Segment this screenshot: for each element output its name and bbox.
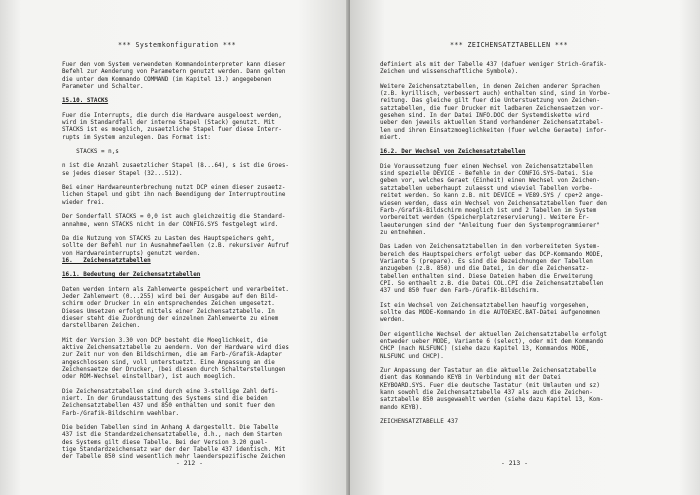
- text-line: Zur Anpassung der Tastatur an die aktuelle Zeichensatztabelle: [380, 368, 597, 375]
- text-line: zur Zeit nur von den Bildschirmen, die am Farb-/Grafik-Adapter: [62, 352, 282, 359]
- paragraph-gap: [380, 237, 656, 244]
- text-line: bereich des Hauptspeichers erfolgt ueber das DCP-Kommando MODE,: [380, 251, 604, 258]
- text-line: Zeichensatztabellen 437 und 850 enthalten und somit fuer den: [62, 403, 275, 410]
- text-line: sollte der Befehl nur in Ausnahmefaellen (z.B. rekursiver Aufruf: [62, 243, 289, 250]
- text-line: reitung. Das gleiche gilt fuer die Unterstuetzung von Zeichen-: [380, 98, 600, 105]
- text-line: Das Laden von Zeichensatztabellen in den vorbereiteten System-: [380, 244, 600, 251]
- text-line: darstellbaren Zeichen.: [62, 323, 141, 330]
- text-line: von Hardwareinterrupts) genutzt werden.: [62, 250, 201, 257]
- text-line: lichen Stapel und gibt ihn nach Beendigung der Interruptroutine: [62, 192, 286, 199]
- text-line: Farb-/Grafik-Bildschirm waehlbar.: [62, 410, 180, 417]
- paragraph-gap: [62, 280, 338, 287]
- paragraph: [62, 338, 338, 382]
- text-line: Parameter und Schalter.: [62, 84, 144, 91]
- text-line: vorbereitet werden (Speicherplatzreservierung). Weitere Er-: [380, 215, 590, 222]
- paragraph-gap: [62, 418, 338, 425]
- text-line: Ist ein Wechsel von Zeichensatztabellen haeufig vorgesehen,: [380, 302, 590, 309]
- paragraph: [62, 163, 338, 178]
- paragraph-gap: [380, 142, 656, 149]
- text-line: der Tabelle 850 sind wesentlich mehr laenderspezifische Zeichen: [62, 454, 286, 461]
- text-line: tige Standardzeichensatz war der der Tabelle 437 identisch. Mit: [62, 447, 286, 454]
- text-line: len und ihren Einsatzmoeglichkeiten (fuer welche Geraete) infor-: [380, 127, 607, 134]
- paragraph-gap: [62, 229, 338, 236]
- text-line: reitet werden. So kann z.B. mit DEVICE = VE89.SYS / cpe+2 ange-: [380, 193, 604, 200]
- text-line: Mit der Version 3.30 von DCP besteht die Moeglichkeit, die: [62, 337, 268, 344]
- text-line: dient das Kommando KEYB in Verbindung mit der Datei: [380, 375, 561, 382]
- section-heading: 16.1. Bedeutung der Zeichensatztabellen: [62, 272, 201, 279]
- text-line: kann sowohl die Zeichensatztabelle 437 als auch die Zeichen-: [380, 390, 593, 397]
- paragraph: [380, 368, 656, 412]
- paragraph: [380, 164, 656, 237]
- text-line: laeuterungen sind der "Anleitung fuer den Systemprogrammierer": [380, 222, 600, 229]
- paragraph-gap: [62, 178, 338, 185]
- text-line: satztabellen ueberhaupt zulaesst und wieviel Tabellen vorbe-: [380, 185, 593, 192]
- text-line: mando KEYB).: [380, 404, 423, 411]
- text-line: Bei einer Hardwareunterbrechung nutzt DCP einen dieser zusaetz-: [62, 185, 286, 192]
- text-line: satztabellen, die fuer Drucker mit ladbaren Zeichensaetzen vor-: [380, 105, 604, 112]
- text-line: miert.: [380, 135, 402, 142]
- right-page: [350, 0, 700, 495]
- section-heading: 16. Zeichensatztabellen: [62, 257, 151, 264]
- text-line: Befehl zur Aenderung von Parametern genutzt werden. Dann gelten: [62, 69, 286, 76]
- text-line: sind spezielle DEVICE - Befehle in der CONFIG.SYS-Datei. Sie: [380, 171, 593, 178]
- paragraph: [62, 287, 338, 331]
- text-line: zu entnehmen.: [380, 229, 427, 236]
- text-line: Der Sonderfall STACKS = 0,0 ist auch gleichzeitig die Standard-: [62, 214, 286, 221]
- text-line: dieser steht die Zuordnung der einzelnen Zahlenwerte zu einem: [62, 315, 279, 322]
- text-line: NLSFUNC und CHCP).: [380, 353, 444, 360]
- paragraph-gap: [380, 296, 656, 303]
- text-line: se jedes dieser Stapel (32...512).: [62, 170, 183, 177]
- text-line: CPI. So enthaelt z.B. die Datei COL.CPI die Zeichensatztabellen: [380, 280, 604, 287]
- text-line: die unter dem Kommando COMMAND (im Kapitel 13.) angegebenen: [62, 76, 272, 83]
- paragraph-gap: [62, 382, 338, 389]
- text-line: Die Voraussetzung fuer einen Wechsel von Zeichensatztabellen: [380, 163, 593, 170]
- text-line: gesehen sind. In der Datei INFO.DOC der Systemdiskette wird: [380, 113, 590, 120]
- page-body: [380, 62, 656, 426]
- text-line: des Systems gilt diese Tabelle. Bei der Version 3.20 guel-: [62, 439, 268, 446]
- paragraph: [62, 425, 338, 462]
- paragraph: [380, 332, 656, 361]
- text-line: angeschlossen sind, voll unterstuetzt. Eine Anpassung an die: [62, 359, 275, 366]
- paragraph-gap: [62, 142, 338, 149]
- text-line: ueber den jeweils aktuellen Stand vorhandener Zeichensatztabel-: [380, 120, 604, 127]
- text-line: werden.: [380, 317, 405, 324]
- text-line: Da die Nutzung von STACKS zu Lasten des Hauptspeichers geht,: [62, 235, 275, 242]
- text-line: rupts im System anzulegen. Das Format ist:: [62, 134, 211, 141]
- text-line: Zeichensaetze der Drucker, (bei diesen durch Schalterstellungen: [62, 367, 286, 373]
- paragraph-gap: [380, 157, 656, 164]
- text-line: CHCP (nach NLSFUNC) (siehe dazu Kapitel 13, Kommandos MODE,: [380, 346, 590, 353]
- page-number: - 212 -: [176, 459, 203, 467]
- text-line: niert. In der Grundausstattung des Systems sind die beiden: [62, 396, 268, 403]
- text-line: 437 ist die Standardzeichensatztabelle, d.h., nach dem Starten: [62, 432, 282, 439]
- format-formula: STACKS = n,s: [62, 149, 119, 156]
- paragraph: [62, 389, 338, 418]
- text-line: wird im Standardfall der interne Stapel (Stack) genutzt. Mit: [62, 120, 275, 127]
- paragraph-gap: [380, 361, 656, 368]
- page-number: - 213 -: [501, 459, 528, 467]
- text-line: wiesen werden, dass ein Wechsel von Zeichensatztabellen fuer den: [380, 200, 607, 207]
- text-line: definiert als mit der Tabelle 437 (dafuer weniger Strich-Grafik-: [380, 62, 607, 68]
- text-line: Fuer den vom System verwendeten Kommandointerpreter kann dieser: [62, 62, 286, 68]
- text-line: annahme, wenn STACKS nicht in der CONFIG.SYS festgelegt wird.: [62, 221, 279, 228]
- paragraph: [62, 62, 338, 91]
- paragraph: [62, 185, 338, 207]
- text-line: oder ROM-Wechsel einstellbar), ist auch moeglich.: [62, 374, 236, 381]
- text-line: anzugeben (z.B. 850) und die Datei, in der die Zeichensatz-: [380, 266, 590, 273]
- text-line: Die beiden Tabellen sind im Anhang A dargestellt. Die Tabelle: [62, 425, 279, 432]
- text-line: Dieses Umsetzen erfolgt mittels einer Zeichensatztabelle. In: [62, 308, 275, 315]
- paragraph-gap: [62, 106, 338, 113]
- text-line: wieder frei.: [62, 199, 105, 206]
- paragraph: [380, 84, 656, 143]
- text-line: ZEICHENSATZTABELLE 437: [380, 419, 459, 426]
- text-line: Der eigentliche Wechsel der aktuellen Zeichensatztabelle erfolgt: [380, 331, 607, 338]
- text-line: satztabelle 850 ausgewaehlt werden (siehe dazu Kapitel 13, Kom-: [380, 397, 604, 404]
- paragraph: [380, 62, 656, 77]
- paragraph-gap: [62, 207, 338, 214]
- text-line: Variante 5 (prepare). Es sind die Bezeichnungen der Tabellen: [380, 258, 593, 265]
- text-line: 437 und 850 fuer den Farb-/Grafik-Bildschirm.: [380, 288, 540, 295]
- paragraph-gap: [62, 156, 338, 163]
- text-line: n ist die Anzahl zusaetzlicher Stapel (8...64), s ist die Groes-: [62, 163, 289, 170]
- text-line: entweder ueber MODE, Variante 6 (select), oder mit dem Kommando: [380, 339, 604, 345]
- paragraph-gap: [380, 77, 656, 84]
- text-line: tabellen enthalten sind. Diese Dateien haben die Erweiterung: [380, 273, 593, 280]
- paragraph-gap: [380, 325, 656, 332]
- running-header: *** ZEICHENSATZTABELLEN ***: [450, 41, 568, 49]
- text-line: sollte das MODE-Kommando in die AUTOEXEC.BAT-Datei aufgenommen: [380, 309, 600, 316]
- text-line: STACKS ist es moeglich, zusaetzliche Stapel fuer diese Interr-: [62, 127, 282, 134]
- section-heading: 15.10. STACKS: [62, 98, 109, 105]
- page-body: [62, 62, 338, 462]
- running-header: *** Systemkonfiguration ***: [118, 41, 236, 49]
- paragraph-gap: [62, 265, 338, 272]
- text-line: aktive Zeichensatztabelle zu aendern. Von der Hardware wird dies: [62, 344, 289, 351]
- text-line: Die Zeichensatztabellen sind durch eine 3-stellige Zahl defi-: [62, 388, 279, 395]
- text-line: geben vor, welches Geraet (Einheit) einen Wechsel von Zeichen-: [380, 178, 600, 185]
- text-line: Jeder Zahlenwert (0...255) wird bei der Ausgabe auf den Bild-: [62, 293, 279, 300]
- paragraph: [380, 244, 656, 295]
- paragraph-gap: [62, 331, 338, 338]
- text-line: Farb-/Grafik-Bildschirm moeglich ist und 2 Tabellen im System: [380, 207, 597, 214]
- text-line: schirm oder Drucker in ein entsprechendes Zeichen umgesetzt.: [62, 301, 275, 308]
- text-line: Fuer die Interrupts, die durch die Hardware ausgeloest werden,: [62, 112, 282, 119]
- paragraph-gap: [380, 412, 656, 419]
- paragraph-gap: [62, 91, 338, 98]
- text-line: Daten werden intern als Zahlenwerte gespeichert und verarbeitet.: [62, 286, 289, 293]
- text-line: Weitere Zeichensatztabellen, in denen Zeichen anderer Sprachen: [380, 83, 600, 90]
- paragraph: [380, 303, 656, 325]
- paragraph: [62, 214, 338, 229]
- text-line: (z.B. kyrillisch, verbessert auch) enthalten sind, sind in Vorbe-: [380, 91, 611, 98]
- text-line: Zeichen und wissenschaftliche Symbole).: [380, 69, 519, 76]
- paragraph: [62, 236, 338, 258]
- section-heading: 16.2. Der Wechsel von Zeichensatztabellen: [380, 149, 526, 156]
- text-line: KEYBOARD.SYS. Fuer die deutsche Tastatur (mit Umlauten und sz): [380, 382, 600, 389]
- paragraph: [62, 113, 338, 142]
